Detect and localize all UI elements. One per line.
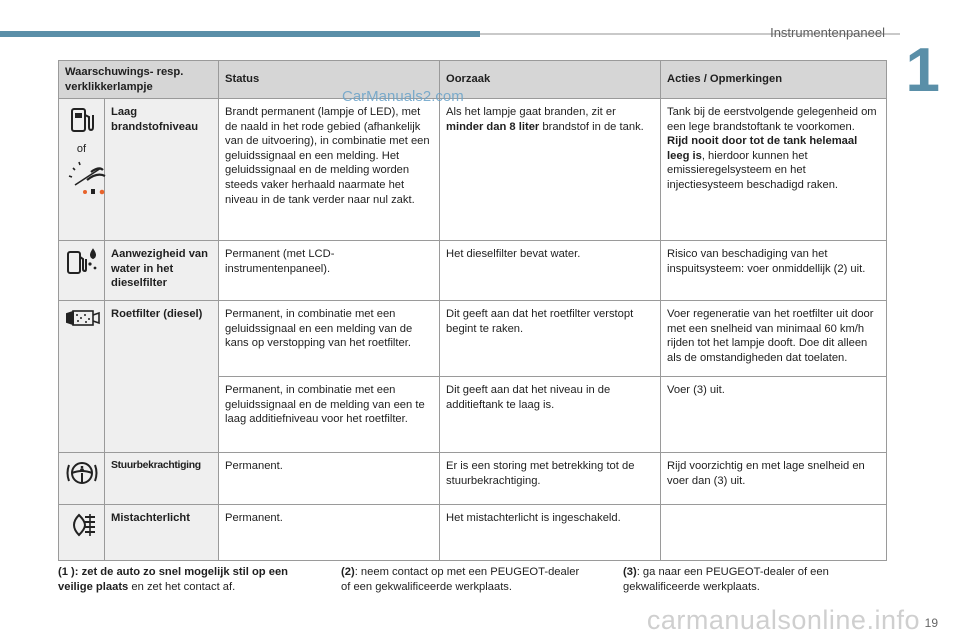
row-cause: Het mistachterlicht is ingeschakeld. (440, 505, 661, 561)
row-label: Mistachterlicht (105, 505, 219, 561)
power-steering-icon (65, 459, 99, 487)
section-title: Instrumentenpaneel (770, 25, 885, 40)
chapter-number: 1 (905, 36, 940, 105)
column-header-cause: Oorzaak (440, 61, 661, 99)
row-cause: Er is een storing met betrekking tot de stuurbekrachtiging. (440, 453, 661, 505)
fuel-pump-icon (69, 105, 95, 135)
row-action (661, 505, 887, 561)
cause-emphasis: minder dan 8 liter (446, 120, 540, 133)
row-label: Roetfilter (diesel) (105, 301, 219, 453)
row-label: Laag brandstofniveau (105, 99, 219, 241)
row-icon-cell (59, 99, 105, 241)
row-action: Voer regeneratie van het roetfilter uit door met een snelheid van minimaal 60 km/h rijden tot het lampje dooft. Doe dit alleen als de omstandigheden dat toelaten. (661, 301, 887, 377)
header-accent-bar (0, 31, 480, 37)
footnote-2: (2): neem contact op met een PEUGEOT-dealer of een gekwalificeerde werkplaats. (341, 566, 580, 593)
column-header-actions: Acties / Opmerkingen (661, 61, 887, 99)
row-label: Aanwezigheid van water in het dieselfilter (105, 241, 219, 301)
table-header-row (59, 61, 887, 99)
water-in-diesel-icon (65, 247, 99, 277)
row-action: Voer (3) uit. (661, 377, 887, 453)
table-row (59, 241, 887, 301)
alternative-text: of (76, 142, 87, 155)
row-status: Permanent, in combinatie met een geluidssignaal en de melding van een te laag additiefniveau voor het roetfilter. (219, 377, 440, 453)
row-icon-cell (59, 241, 105, 301)
row-icon-cell (59, 505, 105, 561)
warning-lights-table (58, 60, 887, 561)
row-action: Rijd voorzichtig en met lage snelheid en voer dan (3) uit. (661, 453, 887, 505)
footnote-3: (3): ga naar een PEUGEOT-dealer of een gekwalificeerde werkplaats. (623, 566, 829, 593)
row-action: Tank bij de eerstvolgende gelegenheid om een lege brandstoftank te voorkomen. Rijd nooit door tot de tank helemaal leeg is, hierdoor kunnen het emissieregelsysteem en het injectiesysteem beschadigd raken. (661, 99, 887, 241)
footnote-1: (1 ): zet de auto zo snel mogelijk stil op een veilige plaats en zet het contact af. (58, 566, 289, 593)
table-row (59, 99, 887, 241)
column-header-status: Status (219, 61, 440, 99)
action-emphasis: Rijd nooit door tot de tank helemaal leeg is (667, 135, 858, 162)
row-status: Permanent, in combinatie met een geluidssignaal en een melding van de kans op verstopping van het roetfilter. (219, 301, 440, 377)
table-row (59, 505, 887, 561)
column-header-lamp: Waarschuwings- resp. verklikkerlampje (59, 61, 219, 99)
watermark-bottom: carmanualsonline.info (646, 605, 920, 635)
table-row (59, 453, 887, 505)
row-icon-cell (59, 453, 105, 505)
row-cause: Het dieselfilter bevat water. (440, 241, 661, 301)
row-icon-cell (59, 301, 105, 453)
row-action: Risico van beschadiging van het inspuitsysteem: voer onmiddellijk (2) uit. (661, 241, 887, 301)
row-status: Permanent. (219, 505, 440, 561)
fuel-gauge-icon (65, 158, 109, 198)
row-cause: Dit geeft aan dat het niveau in de additieftank te laag is. (440, 377, 661, 453)
watermark-top: CarManuals2.com (342, 88, 464, 105)
particle-filter-icon (65, 307, 103, 329)
row-status: Brandt permanent (lampje of LED), met de naald in het rode gebied (afhankelijk van de uitvoering), in combinatie met een geluidssignaal en een melding. Het geluidssignaal en de melding worden steeds vaker herhaald naarmate het niveau in de tank verder naar nul zakt. (219, 99, 440, 241)
page-number: 19 (924, 616, 938, 630)
row-cause: Als het lampje gaat branden, zit er minder dan 8 liter brandstof in de tank. (440, 99, 661, 241)
row-label: Stuurbekrachtiging (105, 453, 219, 505)
table-row (59, 301, 887, 377)
rear-fog-light-icon (65, 511, 99, 539)
row-status: Permanent (met LCD-instrumentenpaneel). (219, 241, 440, 301)
row-cause: Dit geeft aan dat het roetfilter verstopt begint te raken. (440, 301, 661, 377)
row-status: Permanent. (219, 453, 440, 505)
